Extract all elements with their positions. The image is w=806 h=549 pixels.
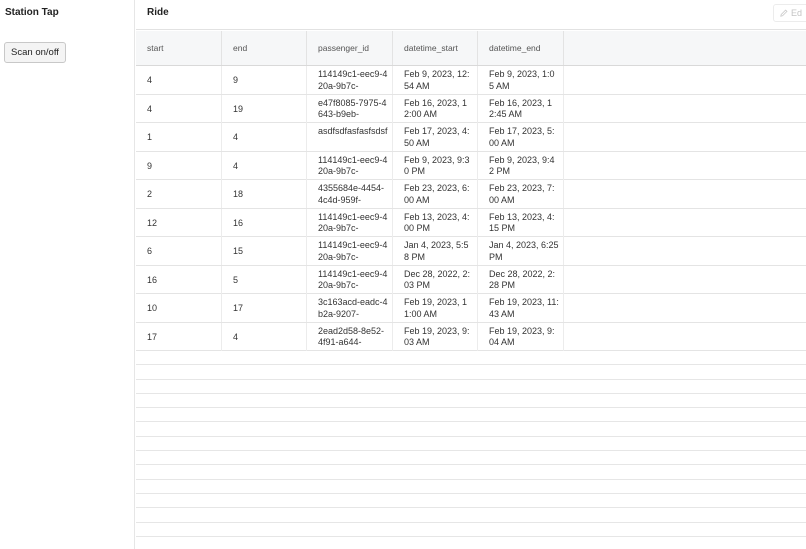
table-row[interactable] [136,294,806,323]
station-tap-panel [0,0,135,549]
cell-datetime-end[interactable]: Jan 4, 2023, 6:25 PM [478,237,564,265]
cell-start[interactable]: 12 [136,209,222,237]
empty-table-row [136,537,806,549]
cell-datetime-end[interactable]: Feb 19, 2023, 11:43 AM [478,294,564,322]
cell-passenger-id[interactable]: 114149c1-eec9-420a-9b7c- [307,66,393,94]
cell-end[interactable]: 4 [222,152,307,180]
cell-datetime-start[interactable]: Feb 19, 2023, 11:00 AM [393,294,478,322]
table-row[interactable] [136,123,806,152]
empty-table-row [136,465,806,479]
table-row[interactable] [136,152,806,181]
cell-datetime-end[interactable]: Feb 17, 2023, 5:00 AM [478,123,564,151]
cell-end[interactable]: 4 [222,123,307,151]
ride-title: Ride [147,7,169,18]
cell-end[interactable]: 15 [222,237,307,265]
ride-panel-header [136,0,806,30]
cell-end[interactable]: 17 [222,294,307,322]
cell-start[interactable]: 4 [136,95,222,123]
cell-start[interactable]: 1 [136,123,222,151]
column-header-datetime-start[interactable]: datetime_start [393,31,478,65]
ride-panel [136,0,806,549]
cell-datetime-start[interactable]: Feb 9, 2023, 12:54 AM [393,66,478,94]
column-header-datetime-end[interactable]: datetime_end [478,31,564,65]
cell-start[interactable]: 16 [136,266,222,294]
cell-datetime-start[interactable]: Feb 9, 2023, 9:30 PM [393,152,478,180]
table-row[interactable] [136,180,806,209]
cell-datetime-start[interactable]: Feb 19, 2023, 9:03 AM [393,323,478,351]
empty-table-row [136,494,806,508]
cell-passenger-id[interactable]: 114149c1-eec9-420a-9b7c- [307,152,393,180]
cell-passenger-id[interactable]: 4355684e-4454-4c4d-959f- [307,180,393,208]
cell-datetime-start[interactable]: Feb 17, 2023, 4:50 AM [393,123,478,151]
cell-passenger-id[interactable]: 114149c1-eec9-420a-9b7c- [307,209,393,237]
cell-end[interactable]: 19 [222,95,307,123]
cell-end[interactable]: 18 [222,180,307,208]
cell-end[interactable]: 9 [222,66,307,94]
table-row[interactable] [136,237,806,266]
cell-start[interactable]: 17 [136,323,222,351]
empty-table-row [136,351,806,365]
cell-passenger-id[interactable]: e47f8085-7975-4643-b9eb- [307,95,393,123]
cell-datetime-end[interactable]: Dec 28, 2022, 2:28 PM [478,266,564,294]
table-row[interactable] [136,66,806,95]
cell-datetime-start[interactable]: Feb 13, 2023, 4:00 PM [393,209,478,237]
cell-datetime-end[interactable]: Feb 9, 2023, 1:05 AM [478,66,564,94]
empty-table-row [136,451,806,465]
column-header-start[interactable]: start [136,31,222,65]
empty-table-row [136,423,806,437]
cell-start[interactable]: 2 [136,180,222,208]
cell-passenger-id[interactable]: asdfsdfasfasfsdsf [307,123,393,151]
table-row[interactable] [136,95,806,124]
table-row[interactable] [136,323,806,352]
cell-end[interactable]: 4 [222,323,307,351]
scan-toggle-button[interactable]: Scan on/off [4,42,66,63]
cell-passenger-id[interactable]: 3c163acd-eadc-4b2a-9207- [307,294,393,322]
cell-start[interactable]: 10 [136,294,222,322]
cell-datetime-end[interactable]: Feb 13, 2023, 4:15 PM [478,209,564,237]
empty-table-row [136,408,806,422]
pencil-icon [780,9,788,17]
column-header-end[interactable]: end [222,31,307,65]
edit-button-label: Ed [791,8,803,18]
cell-passenger-id[interactable]: 2ead2d58-8e52-4f91-a644- [307,323,393,351]
station-tap-title: Station Tap [5,7,59,18]
cell-passenger-id[interactable]: 114149c1-eec9-420a-9b7c- [307,266,393,294]
cell-passenger-id[interactable]: 114149c1-eec9-420a-9b7c- [307,237,393,265]
table-header [136,31,806,66]
empty-table-row [136,508,806,522]
cell-datetime-start[interactable]: Dec 28, 2022, 2:03 PM [393,266,478,294]
cell-datetime-start[interactable]: Feb 16, 2023, 12:00 AM [393,95,478,123]
cell-end[interactable]: 16 [222,209,307,237]
cell-datetime-start[interactable]: Feb 23, 2023, 6:00 AM [393,180,478,208]
empty-table-row [136,480,806,494]
empty-table-row [136,394,806,408]
cell-start[interactable]: 6 [136,237,222,265]
cell-start[interactable]: 9 [136,152,222,180]
empty-table-row [136,523,806,537]
empty-table-row [136,437,806,451]
cell-start[interactable]: 4 [136,66,222,94]
edit-button[interactable] [773,4,806,22]
cell-datetime-start[interactable]: Jan 4, 2023, 5:58 PM [393,237,478,265]
empty-table-row [136,365,806,379]
table-row[interactable] [136,209,806,238]
cell-datetime-end[interactable]: Feb 23, 2023, 7:00 AM [478,180,564,208]
cell-datetime-end[interactable]: Feb 16, 2023, 12:45 AM [478,95,564,123]
table-row[interactable] [136,266,806,295]
cell-datetime-end[interactable]: Feb 9, 2023, 9:42 PM [478,152,564,180]
cell-end[interactable]: 5 [222,266,307,294]
column-header-passenger-id[interactable]: passenger_id [307,31,393,65]
cell-datetime-end[interactable]: Feb 19, 2023, 9:04 AM [478,323,564,351]
empty-table-row [136,380,806,394]
